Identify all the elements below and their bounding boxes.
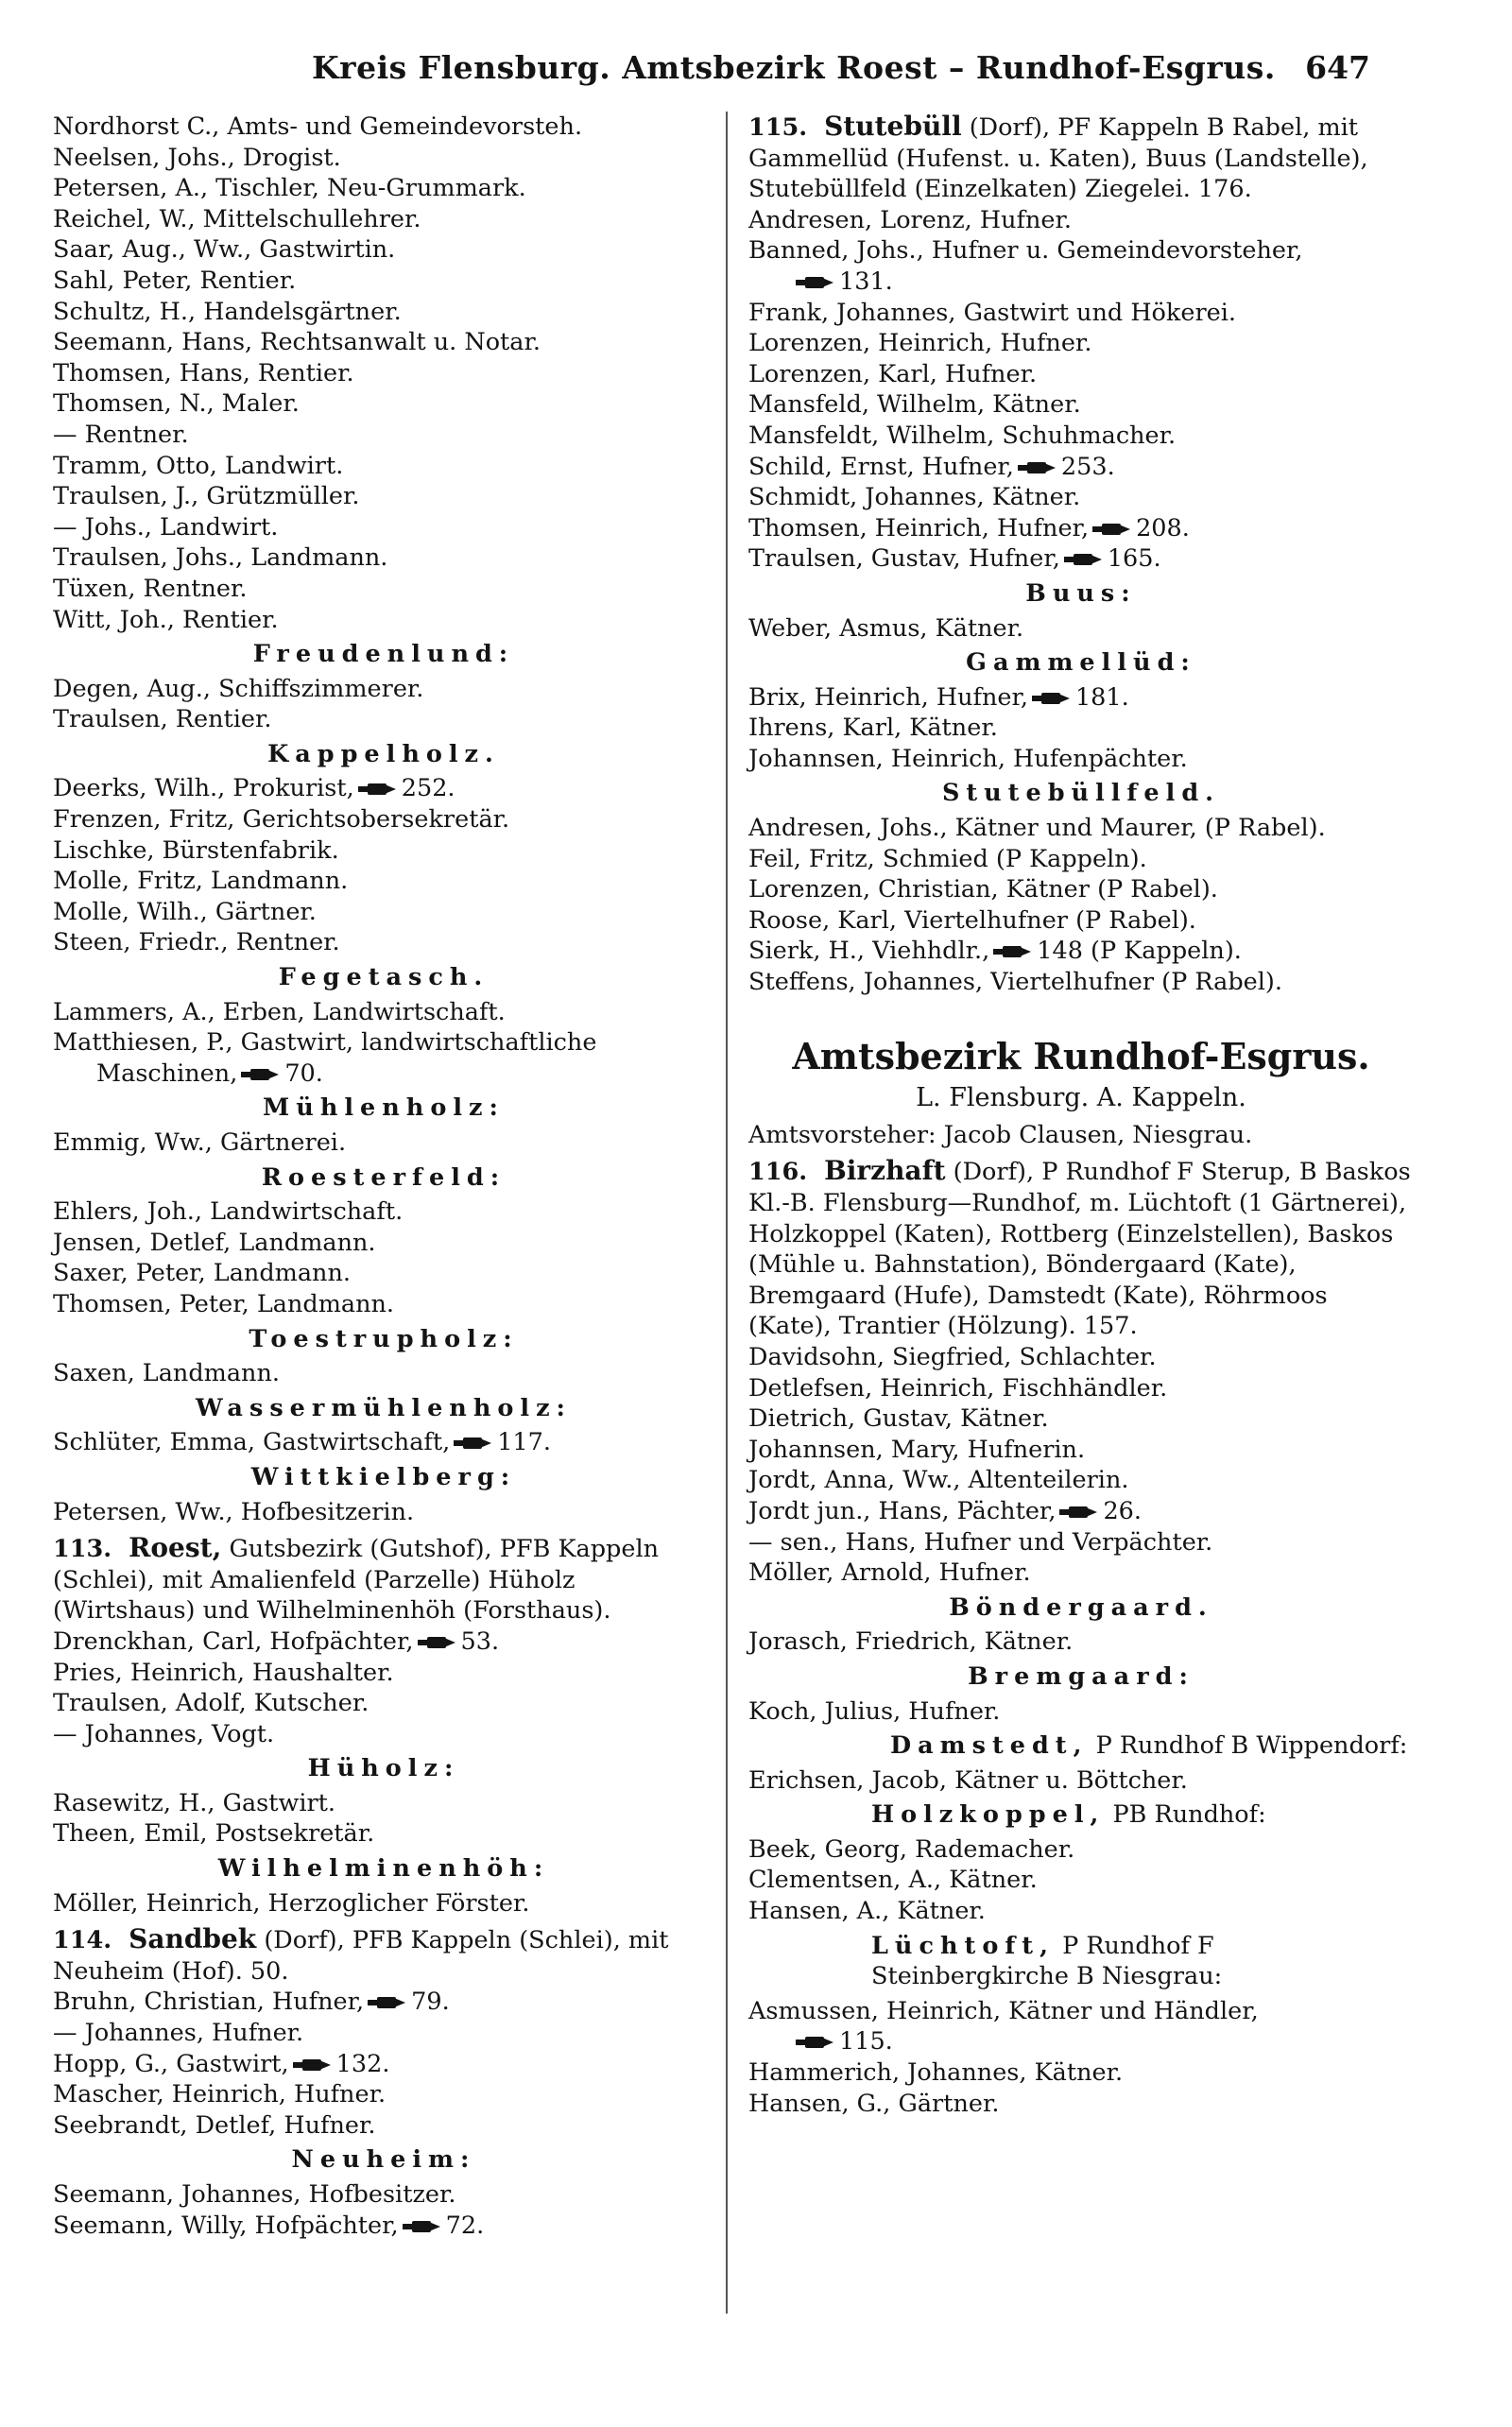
directory-entry: Theen, Emil, Postsekretär.	[53, 1819, 375, 1849]
locality-heading: Wilhelminenhöh:	[217, 1854, 550, 1884]
directory-entry: Rasewitz, H., Gastwirt.	[53, 1788, 336, 1817]
directory-entry: Saxer, Peter, Landmann.	[53, 1259, 352, 1288]
telephone-icon	[368, 1997, 405, 2008]
directory-entry: Tüxen, Rentner.	[53, 574, 248, 603]
directory-entry: Ihrens, Karl, Kätner.	[748, 714, 998, 743]
telephone-icon	[796, 277, 833, 288]
directory-entry: Traulsen, Rentier.	[53, 705, 272, 734]
locality-heading: Holzkoppel,	[871, 1800, 1106, 1830]
directory-entry: Seebrandt, Detlef, Hufner.	[53, 2110, 376, 2140]
place-entry-116	[748, 1156, 1414, 1342]
directory-entry: Degen, Aug., Schiffszimmerer.	[53, 674, 424, 703]
place-name: Roest,	[129, 1532, 222, 1564]
left-column	[53, 112, 714, 2241]
locality-heading: Damstedt,	[890, 1731, 1089, 1761]
entry-text: Schild, Ernst, Hufner,	[748, 452, 1014, 481]
directory-entry: Jensen, Detlef, Landmann.	[53, 1228, 376, 1257]
directory-entry: Lorenzen, Karl, Hufner.	[748, 359, 1038, 388]
district-title: Amtsbezirk Rundhof-Esgrus.	[792, 1034, 1370, 1077]
directory-entry: Pries, Heinrich, Haushalter.	[53, 1658, 394, 1687]
directory-entry: Thomsen, N., Maler.	[53, 389, 300, 419]
directory-entry: Ehlers, Joh., Landwirtschaft.	[53, 1197, 404, 1227]
phone-number: 117.	[497, 1428, 551, 1457]
directory-entry: Saar, Aug., Ww., Gastwirtin.	[53, 235, 396, 265]
place-number: 116.	[748, 1158, 808, 1187]
directory-entry	[53, 1627, 714, 1658]
directory-entry: Nordhorst C., Amts- und Gemeindevorsteh.	[53, 112, 583, 141]
directory-entry: Davidsohn, Siegfried, Schlachter.	[748, 1342, 1157, 1371]
locality-heading: Wittkielberg:	[250, 1462, 517, 1491]
phone-number: 79.	[411, 1988, 450, 2017]
locality-heading: Mühlenholz:	[263, 1093, 505, 1123]
directory-entry: Petersen, A., Tischler, Neu-Grummark.	[53, 174, 526, 203]
locality-heading: Gammellüd:	[966, 648, 1196, 678]
directory-entry: Asmussen, Heinrich, Kätner und Händler,	[748, 1996, 1259, 2025]
directory-entry: — Johs., Landwirt.	[53, 512, 279, 542]
directory-entry: Feil, Fritz, Schmied (P Kappeln).	[748, 844, 1147, 873]
locality-heading-line	[748, 1799, 1414, 1831]
directory-entry: Matthiesen, P., Gastwirt, landwirtschaftliche	[53, 1028, 597, 1058]
district-head: Amtsvorsteher: Jacob Clausen, Niesgrau.	[748, 1120, 1253, 1149]
directory-entry: Reichel, W., Mittelschullehrer.	[53, 204, 421, 233]
locality-heading: Buus:	[1025, 578, 1137, 608]
locality-heading: Bremgaard:	[968, 1661, 1194, 1691]
locality-heading: Neuheim:	[291, 2145, 476, 2175]
directory-entry: Detlefsen, Heinrich, Fischhändler.	[748, 1373, 1168, 1403]
directory-entry: Weber, Asmus, Kätner.	[748, 613, 1024, 643]
directory-entry-continued	[748, 2026, 1414, 2057]
directory-entry: Hansen, G., Gärtner.	[748, 2089, 1000, 2118]
directory-entry: Thomsen, Hans, Rentier.	[53, 358, 354, 387]
directory-entry: Lorenzen, Christian, Kätner (P Rabel).	[748, 875, 1218, 904]
page-header	[57, 38, 1370, 104]
directory-entry-continued	[748, 267, 1414, 298]
entry-text: Seemann, Willy, Hofpächter,	[53, 2211, 399, 2240]
directory-entry: Hammerich, Johannes, Kätner.	[748, 2058, 1124, 2088]
directory-entry	[748, 936, 1414, 967]
telephone-icon	[1059, 1506, 1097, 1518]
place-entry-114	[53, 1924, 714, 1987]
directory-entry	[748, 513, 1414, 544]
directory-entry	[748, 452, 1414, 483]
telephone-icon	[241, 1069, 279, 1080]
directory-entry: Petersen, Ww., Hofbesitzerin.	[53, 1497, 415, 1526]
phone-number: 115.	[839, 2027, 893, 2057]
directory-entry: Steen, Friedr., Rentner.	[53, 928, 340, 957]
locality-heading: Hüholz:	[307, 1754, 460, 1783]
locality-heading: Freudenlund:	[252, 640, 515, 669]
place-name: Birzhaft	[824, 1155, 946, 1187]
directory-entry: Mansfeldt, Wilhelm, Schuhmacher.	[748, 421, 1177, 450]
column-divider	[726, 112, 728, 2314]
directory-entry	[748, 1496, 1414, 1527]
phone-number: 131.	[839, 267, 893, 296]
directory-entry	[53, 1427, 714, 1458]
district-subtitle: L. Flensburg. A. Kappeln.	[916, 1083, 1246, 1113]
locality-address: PB Rundhof:	[1112, 1800, 1266, 1830]
place-description: (Dorf), PF Kappeln B Rabel, mit Gammellüd (Hufenst. u. Katen), Buus (Landstelle), Stutebüllfeld (Einzelkaten) Ziegelei. 176.	[748, 113, 1368, 204]
directory-entry: Möller, Arnold, Hufner.	[748, 1558, 1031, 1588]
entry-text: Jordt jun., Hans, Pächter,	[748, 1496, 1057, 1525]
directory-entry: Möller, Heinrich, Herzoglicher Förster.	[53, 1888, 530, 1918]
locality-heading: Stutebüllfeld.	[941, 779, 1221, 808]
place-number: 115.	[748, 113, 808, 142]
telephone-icon	[1018, 462, 1056, 473]
locality-heading: Wassermühlenholz:	[196, 1393, 572, 1422]
page-number: 647	[1305, 49, 1370, 86]
phone-number: 253.	[1060, 452, 1115, 481]
phone-number: 181.	[1074, 682, 1129, 712]
telephone-icon	[1092, 524, 1130, 535]
directory-entry: Traulsen, Adolf, Kutscher.	[53, 1689, 369, 1718]
directory-entry: Steffens, Johannes, Viertelhufner (P Rabel).	[748, 968, 1282, 997]
directory-entry: — Johannes, Hufner.	[53, 2019, 304, 2048]
phone-number: 132.	[335, 2049, 390, 2078]
directory-entry: Jorasch, Friedrich, Kätner.	[748, 1627, 1074, 1657]
directory-entry: — Rentner.	[53, 420, 189, 449]
telephone-icon	[993, 946, 1031, 957]
place-description: (Dorf), P Rundhof F Sterup, B Baskos Kl.-B. Flensburg—Rundhof, m. Lüchtoft (1 Gärtnerei), Holzkoppel (Katen), Rottberg (Einzelstellen), Baskos (Mühle u. Bahnstation), Böndergaard (Kate), Bremgaard (Hufe), Damstedt (Kate), Röhrmoos (Kate), Trantier (Hölzung). 157.	[748, 1158, 1411, 1341]
entry-text: Bruhn, Christian, Hufner,	[53, 1988, 365, 2017]
directory-entry: Lammers, A., Erben, Landwirtschaft.	[53, 997, 506, 1026]
phone-number: 148 (P Kappeln).	[1037, 937, 1242, 966]
directory-entry: Koch, Julius, Hufner.	[748, 1696, 1001, 1726]
directory-entry: Mansfeld, Wilhelm, Kätner.	[748, 390, 1081, 420]
directory-entry: Beek, Georg, Rademacher.	[748, 1834, 1075, 1864]
directory-entry: — Johannes, Vogt.	[53, 1719, 275, 1748]
place-name: Stutebüll	[824, 111, 962, 142]
entry-text: Deerks, Wilh., Prokurist,	[53, 774, 354, 803]
entry-text: Maschinen,	[96, 1059, 238, 1088]
entry-text: Brix, Heinrich, Hufner,	[748, 682, 1028, 712]
phone-number: 53.	[460, 1627, 500, 1656]
directory-entry	[748, 682, 1414, 714]
directory-entry: Frank, Johannes, Gastwirt und Hökerei.	[748, 298, 1236, 327]
place-number: 113.	[53, 1535, 112, 1564]
directory-entry: Andresen, Lorenz, Hufner.	[748, 205, 1072, 234]
directory-entry: Seemann, Hans, Rechtsanwalt u. Notar.	[53, 328, 541, 357]
telephone-icon	[454, 1437, 491, 1449]
entry-list-intro	[53, 112, 714, 635]
directory-entry	[748, 543, 1414, 575]
directory-entry: Frenzen, Fritz, Gerichtsobersekretär.	[53, 805, 510, 835]
locality-heading: Toestrupholz:	[249, 1324, 519, 1353]
locality-heading: Kappelholz.	[267, 739, 500, 768]
telephone-icon	[418, 1637, 455, 1648]
locality-heading: Lüchtoft,	[871, 1931, 1055, 1960]
directory-entry: Lorenzen, Heinrich, Hufner.	[748, 329, 1092, 358]
directory-entry: Thomsen, Peter, Landmann.	[53, 1289, 395, 1318]
entry-text: Traulsen, Gustav, Hufner,	[748, 544, 1060, 574]
place-number: 114.	[53, 1926, 112, 1955]
directory-entry: Seemann, Johannes, Hofbesitzer.	[53, 2180, 456, 2209]
telephone-icon	[403, 2221, 440, 2232]
place-name: Sandbek	[129, 1923, 257, 1955]
phone-number: 70.	[284, 1059, 323, 1088]
header-title: Kreis Flensburg. Amtsbezirk Roest – Rundhof-Esgrus.	[312, 49, 1276, 86]
directory-entry: Witt, Joh., Rentier.	[53, 605, 279, 634]
directory-entry: Hansen, A., Kätner.	[748, 1897, 986, 1926]
directory-entry: Johannsen, Mary, Hufnerin.	[748, 1435, 1086, 1464]
directory-entry: Neelsen, Johs., Drogist.	[53, 143, 341, 172]
entry-text: Drenckhan, Carl, Hofpächter,	[53, 1627, 414, 1656]
directory-entry: Lischke, Bürstenfabrik.	[53, 835, 339, 865]
directory-entry: Emmig, Ww., Gärtnerei.	[53, 1128, 347, 1157]
telephone-icon	[1064, 554, 1102, 565]
locality-heading: Böndergaard.	[949, 1592, 1213, 1622]
directory-entry: Schmidt, Johannes, Kätner.	[748, 483, 1081, 512]
directory-entry	[53, 2211, 714, 2242]
directory-entry: — sen., Hans, Hufner und Verpächter.	[748, 1527, 1213, 1557]
place-entry-115	[748, 112, 1414, 205]
right-column	[748, 112, 1414, 2119]
directory-entry: Jordt, Anna, Ww., Altenteilerin.	[748, 1466, 1129, 1495]
locality-heading-line	[748, 1730, 1414, 1762]
phone-number: 208.	[1136, 513, 1190, 542]
directory-entry: Saxen, Landmann.	[53, 1359, 280, 1388]
directory-entry: Molle, Wilh., Gärtner.	[53, 897, 317, 926]
directory-entry: Clementsen, A., Kätner.	[748, 1866, 1038, 1895]
directory-entry	[53, 773, 714, 804]
directory-entry: Roose, Karl, Viertelhufner (P Rabel).	[748, 905, 1196, 935]
directory-entry: Traulsen, Johs., Landmann.	[53, 543, 388, 573]
directory-entry: Banned, Johs., Hufner u. Gemeindevorsteher,	[748, 236, 1303, 266]
telephone-icon	[358, 783, 396, 795]
directory-entry: Traulsen, J., Grützmüller.	[53, 482, 360, 511]
entry-text: Hopp, G., Gastwirt,	[53, 2049, 289, 2078]
directory-entry: Sahl, Peter, Rentier.	[53, 266, 297, 295]
entry-text: Thomsen, Heinrich, Hufner,	[748, 513, 1090, 542]
phone-number: 72.	[445, 2211, 485, 2240]
telephone-icon	[1032, 693, 1070, 704]
directory-entry: Schultz, H., Handelsgärtner.	[53, 297, 402, 326]
locality-address: P Rundhof B Wippendorf:	[1095, 1731, 1408, 1761]
locality-heading: Fegetasch.	[278, 963, 490, 992]
directory-entry	[53, 1987, 714, 2018]
telephone-icon	[293, 2059, 331, 2071]
inhabitant-count: 50.	[249, 1956, 289, 1986]
directory-entry-continued	[53, 1059, 714, 1090]
phone-number: 26.	[1103, 1496, 1142, 1525]
locality-heading-line	[748, 1931, 1414, 1992]
telephone-icon	[796, 2037, 833, 2048]
directory-entry: Erichsen, Jacob, Kätner u. Böttcher.	[748, 1765, 1188, 1795]
directory-entry: Tramm, Otto, Landwirt.	[53, 451, 344, 480]
locality-heading: Roesterfeld:	[261, 1162, 507, 1192]
locality-address: P Rundhof F Steinbergkirche B Niesgrau:	[871, 1931, 1223, 1991]
directory-entry: Mascher, Heinrich, Hufner.	[53, 2080, 387, 2109]
place-entry-113	[53, 1533, 714, 1627]
place-description: Gutsbezirk (Gutshof), PFB Kappeln (Schlei), mit Amalienfeld (Parzelle) Hüholz (Wirtshaus) und Wilhelminenhöh (Forsthaus).	[53, 1535, 660, 1626]
directory-entry: Andresen, Johs., Kätner und Maurer, (P Rabel).	[748, 814, 1326, 843]
entry-text: Sierk, H., Viehhdlr.,	[748, 937, 990, 966]
directory-entry: Molle, Fritz, Landmann.	[53, 867, 349, 896]
phone-number: 252.	[401, 774, 455, 803]
entry-text: Schlüter, Emma, Gastwirtschaft,	[53, 1428, 451, 1457]
place-description: (Dorf), PFB Kappeln (Schlei), mit Neuheim (Hof).	[53, 1926, 669, 1986]
directory-entry: Dietrich, Gustav, Kätner.	[748, 1404, 1049, 1434]
phone-number: 165.	[1107, 544, 1161, 574]
directory-entry: Johannsen, Heinrich, Hufenpächter.	[748, 744, 1188, 773]
directory-entry	[53, 2049, 714, 2080]
